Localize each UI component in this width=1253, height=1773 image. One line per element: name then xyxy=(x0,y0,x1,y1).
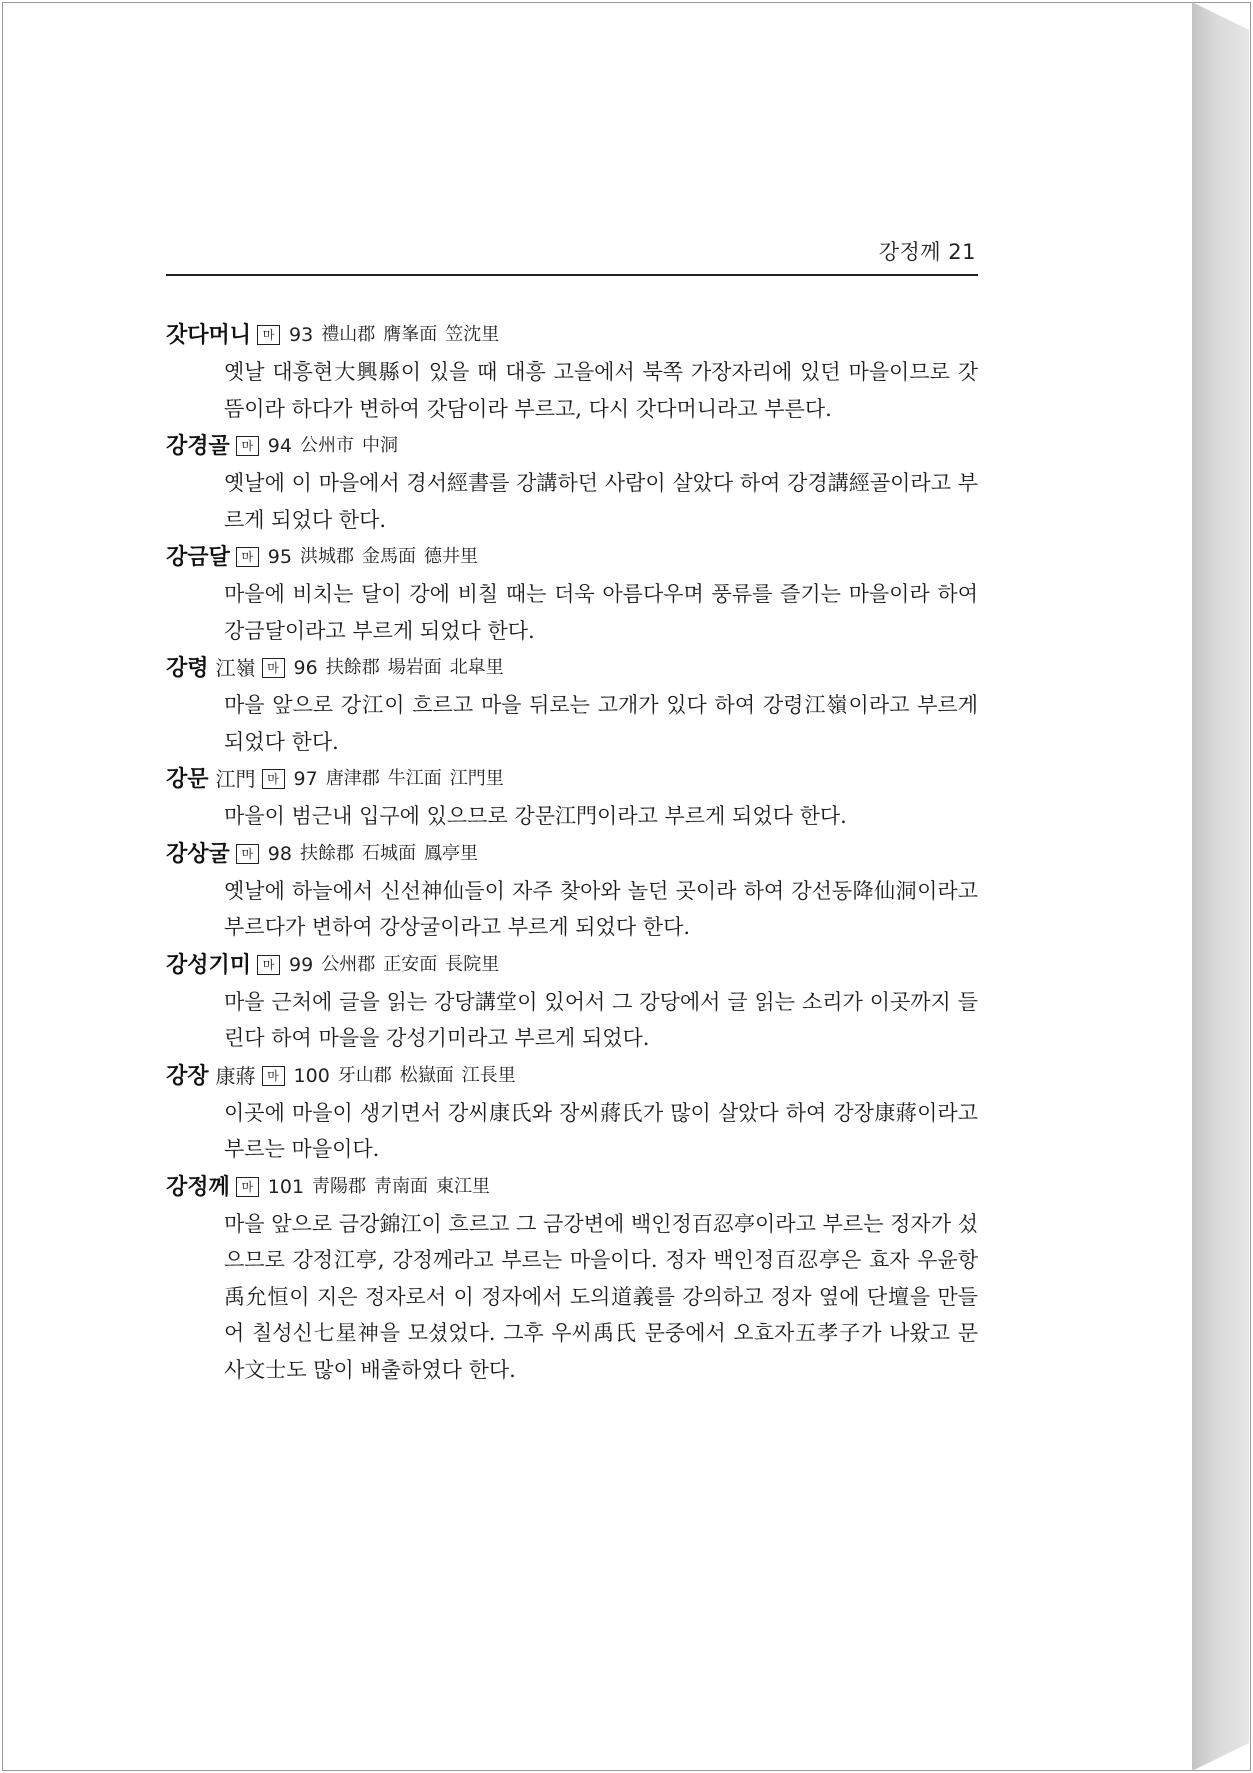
entry-0 xyxy=(166,316,978,427)
page-header xyxy=(166,238,978,276)
entry-1 xyxy=(166,427,978,538)
entry-4 xyxy=(166,760,978,835)
entry-word: 강경골 xyxy=(166,433,230,459)
entry-township: 石城面 xyxy=(361,842,416,864)
entry-word: 강금달 xyxy=(166,544,230,570)
running-head: 강정께 21 xyxy=(878,240,976,264)
entry-village: 北皐里 xyxy=(449,657,504,678)
entry-word: 강상굴 xyxy=(166,840,230,867)
entry-headline xyxy=(166,1168,978,1206)
entry-description: 마을 앞으로 강江이 흐르고 마을 뒤로는 고개가 있다 하여 강령江嶺이라고 부르게 되었다 한다. xyxy=(224,693,978,754)
entry-description: 옛날에 하늘에서 신선神仙들이 자주 찾아와 놀던 곳이라 하여 강선동降仙洞이라고 부르다가 변하여 강상굴이라고 부르게 되었다 한다. xyxy=(224,878,978,939)
entry-county: 公州市 xyxy=(299,435,354,456)
entry-village: 長院里 xyxy=(445,953,500,975)
entry-township: 中洞 xyxy=(361,435,398,456)
entry-description: 옛날에 이 마을에서 경서經書를 강講하던 사람이 살았다 하여 강경講經골이라고 부르게 되었다 한다. xyxy=(224,471,978,532)
entry-5 xyxy=(166,835,978,946)
entry-number: 93 xyxy=(289,324,314,346)
entry-number: 96 xyxy=(293,657,318,679)
entry-township: 場岩面 xyxy=(387,657,442,678)
entry-description: 마을 근처에 글을 읽는 강당講堂이 있어서 그 강당에서 글 읽는 소리가 이곳까지 들린다 하여 마을을 강성기미라고 부르게 되었다. xyxy=(224,989,978,1050)
entry-headline xyxy=(166,760,978,798)
entry-word: 강성기미 xyxy=(166,951,252,978)
entry-township: 牛江面 xyxy=(387,768,442,789)
village-tag-badge: 마 xyxy=(236,844,259,864)
entry-description: 이곳에 마을이 생기면서 강씨康氏와 장씨蔣氏가 많이 살았다 하여 강장康蔣이라고 부르는 마을이다. xyxy=(224,1100,978,1161)
entry-county: 扶餘郡 xyxy=(325,657,380,678)
entry-township: 靑南面 xyxy=(374,1175,429,1197)
entry-township: 正安面 xyxy=(383,953,438,975)
entry-number: 99 xyxy=(289,953,314,976)
entry-headline xyxy=(166,427,978,465)
entry-number: 95 xyxy=(267,546,292,568)
village-tag-badge: 마 xyxy=(262,658,285,678)
entry-county: 牙山郡 xyxy=(337,1064,392,1086)
entry-village: 德井里 xyxy=(423,546,478,567)
entry-county: 靑陽郡 xyxy=(312,1175,367,1197)
entry-8 xyxy=(166,1168,978,1389)
entry-word: 갓다머니 xyxy=(166,322,252,348)
entry-2 xyxy=(166,538,978,649)
village-tag-badge: 마 xyxy=(236,1177,259,1197)
entry-county: 公州郡 xyxy=(321,953,376,975)
entry-number: 100 xyxy=(293,1064,330,1087)
entry-headline xyxy=(166,316,978,354)
entry-hanja: 康蔣 xyxy=(215,1063,256,1088)
entry-number: 94 xyxy=(267,435,292,457)
entry-description: 마을이 범근내 입구에 있으므로 강문江門이라고 부르게 되었다 한다. xyxy=(224,804,847,828)
page-edge-shadow xyxy=(1192,2,1249,1771)
entry-village: 江長里 xyxy=(461,1064,516,1086)
entry-word: 강령 xyxy=(166,655,209,681)
entry-description: 옛날 대흥현大興縣이 있을 때 대흥 고을에서 북쪽 가장자리에 있던 마을이므로 갓뜸이라 하다가 변하여 갓담이라 부르고, 다시 갓다머니라고 부른다. xyxy=(224,360,978,421)
village-tag-badge: 마 xyxy=(257,955,280,975)
entry-township: 松嶽面 xyxy=(399,1064,454,1086)
entry-county: 禮山郡 xyxy=(321,324,376,345)
entry-number: 101 xyxy=(267,1175,305,1198)
entry-word: 강정께 xyxy=(166,1173,230,1200)
village-tag-badge: 마 xyxy=(236,547,259,567)
entry-word: 강문 xyxy=(166,766,209,792)
entry-word: 강장 xyxy=(166,1062,209,1089)
entry-number: 97 xyxy=(293,768,318,790)
village-tag-badge: 마 xyxy=(236,436,259,456)
entry-village: 東江里 xyxy=(436,1175,491,1197)
entry-headline xyxy=(166,1057,978,1095)
entry-3 xyxy=(166,649,978,760)
entry-number: 98 xyxy=(267,842,292,865)
entry-hanja: 江嶺 xyxy=(215,656,256,680)
entry-village: 笠沈里 xyxy=(445,324,500,345)
entry-county: 扶餘郡 xyxy=(299,842,354,864)
entry-7 xyxy=(166,1057,978,1168)
entry-headline xyxy=(166,649,978,687)
entry-county: 唐津郡 xyxy=(325,768,380,789)
entry-headline xyxy=(166,835,978,873)
entry-description: 마을 앞으로 금강錦江이 흐르고 그 금강변에 백인정百忍亭이라고 부르는 정자가 섰으므로 강정江亭, 강정께라고 부르는 마을이다. 정자 백인정百忍亭은 효자 우윤항禹允恒이 지은 정자로서 이 정자에서 도의道義를 강의하고 정자 옆에 단壇을 만들어 칠성신七星神을 모셨었다. 그후 우씨禹氏 문중에서 오효자五孝子가 나왔고 문사文士도 많이 배출하였다 한다. xyxy=(224,1211,978,1382)
entry-hanja: 江門 xyxy=(215,767,256,791)
village-tag-badge: 마 xyxy=(257,325,280,345)
entry-6 xyxy=(166,946,978,1057)
entry-township: 金馬面 xyxy=(361,546,416,567)
entry-village: 鳳亭里 xyxy=(423,842,478,864)
entry-headline xyxy=(166,946,978,984)
entry-description: 마을에 비치는 달이 강에 비칠 때는 더욱 아름다우며 풍류를 즐기는 마을이라 하여 강금달이라고 부르게 되었다 한다. xyxy=(224,582,978,643)
entry-county: 洪城郡 xyxy=(299,546,354,567)
village-tag-badge: 마 xyxy=(262,769,285,789)
entry-village: 江門里 xyxy=(449,768,504,789)
entry-township: 膺峯面 xyxy=(383,324,438,345)
entry-list xyxy=(166,316,978,1388)
village-tag-badge: 마 xyxy=(262,1066,285,1086)
entry-headline xyxy=(166,538,978,576)
